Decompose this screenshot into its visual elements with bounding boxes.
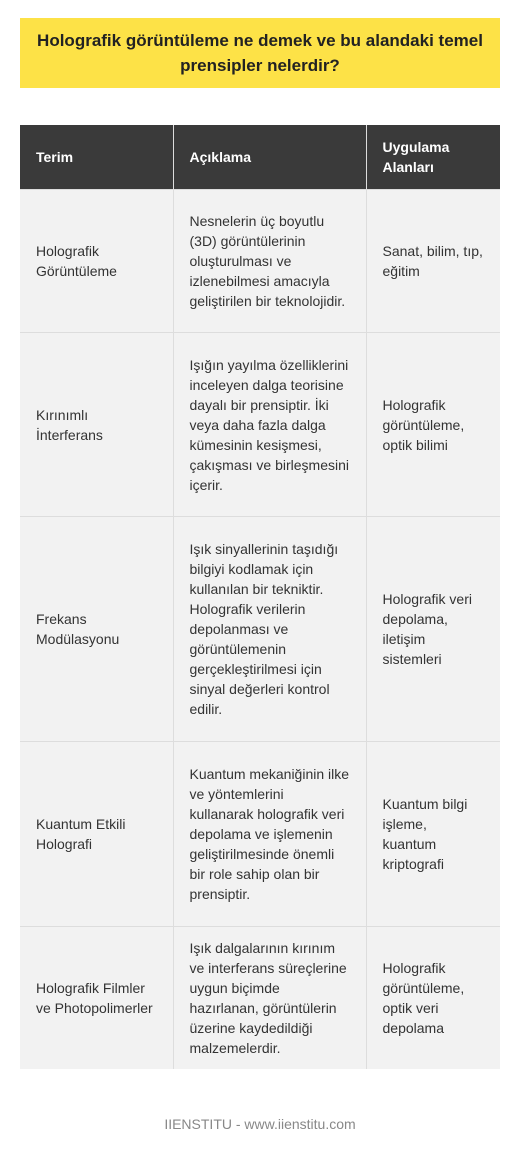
cell-term: Holografik Filmler ve Photopolimerler bbox=[20, 927, 173, 1070]
cell-applications: Holografik görüntüleme, optik bilimi bbox=[366, 333, 500, 517]
cell-description: Kuantum mekaniğinin ilke ve yöntemlerini kullanarak holografik veri depolama ve işlemenin geliştirilmesinde önemli bir role sahip olan bir prensiptir. bbox=[173, 742, 366, 927]
table-row bbox=[20, 333, 500, 517]
table-row bbox=[20, 190, 500, 333]
cell-description: Işık sinyallerinin taşıdığı bilgiyi kodlamak için kullanılan bir tekniktir. Holografik verilerin depolanması ve görüntülemenin gerçekleştirilmesi için sinyal değerleri kontrol edilir. bbox=[173, 517, 366, 742]
cell-applications: Holografik görüntüleme, optik veri depolama bbox=[366, 927, 500, 1070]
cell-term: Frekans Modülasyonu bbox=[20, 517, 173, 742]
footer-credit: IIENSTITU - www.iienstitu.com bbox=[164, 1116, 356, 1132]
header-applications: Uygulama Alanları bbox=[366, 125, 500, 190]
cell-applications: Sanat, bilim, tıp, eğitim bbox=[366, 190, 500, 333]
cell-description: Işık dalgalarının kırınım ve interferans süreçlerine uygun biçimde hazırlanan, görüntülerin üzerine kaydedildiği malzemelerdir. bbox=[173, 927, 366, 1070]
header-description: Açıklama bbox=[173, 125, 366, 190]
principles-table bbox=[20, 125, 500, 1069]
table-row bbox=[20, 517, 500, 742]
cell-description: Işığın yayılma özelliklerini inceleyen dalga teorisine dayalı bir prensiptir. İki veya daha fazla dalga kümesinin kesişmesi, çakışması ve birleşmesini içerir. bbox=[173, 333, 366, 517]
title-banner bbox=[20, 18, 500, 88]
table-header-row bbox=[20, 125, 500, 190]
table-row bbox=[20, 927, 500, 1070]
table-row bbox=[20, 742, 500, 927]
page-title: Holografik görüntüleme ne demek ve bu alandaki temel prensipler nelerdir? bbox=[37, 31, 483, 75]
cell-description: Nesnelerin üç boyutlu (3D) görüntülerinin oluşturulması ve izlenebilmesi amacıyla geliştirilen bir teknolojidir. bbox=[173, 190, 366, 333]
header-term: Terim bbox=[20, 125, 173, 190]
cell-term: Kırınımlı İnterferans bbox=[20, 333, 173, 517]
cell-applications: Kuantum bilgi işleme, kuantum kriptografi bbox=[366, 742, 500, 927]
cell-applications: Holografik veri depolama, iletişim sistemleri bbox=[366, 517, 500, 742]
cell-term: Kuantum Etkili Holografi bbox=[20, 742, 173, 927]
cell-term: Holografik Görüntüleme bbox=[20, 190, 173, 333]
